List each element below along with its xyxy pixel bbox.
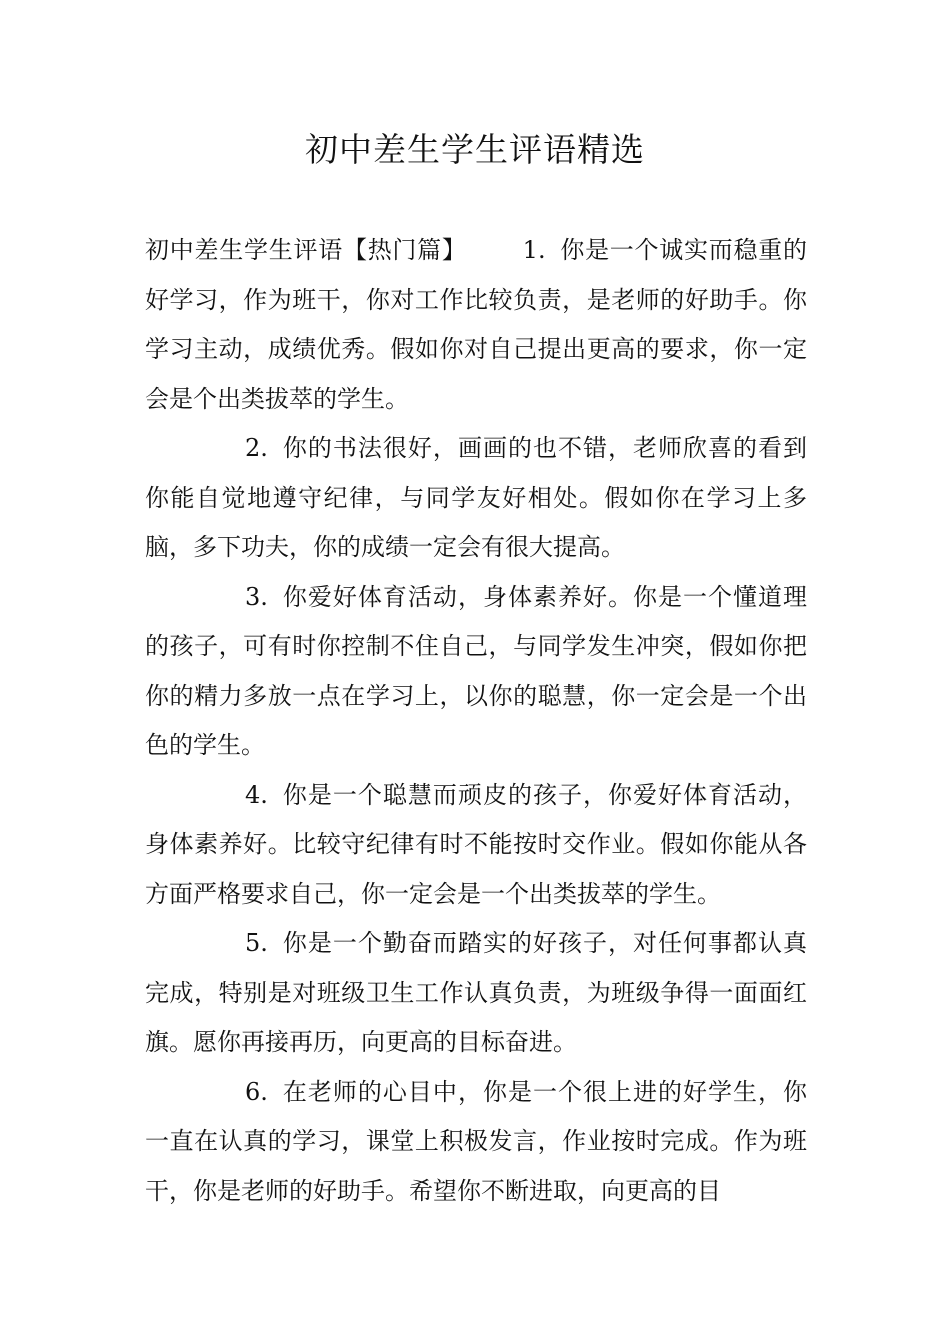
document-title: 初中差生学生评语精选 <box>305 130 645 169</box>
paragraph-5 <box>145 919 807 1068</box>
paragraph-text: 你是一个诚实而稳重的好学习，作为班干，你对工作比较负责，是老师的好助手。你学习主动，成绩优秀。假如你对自己提出更高的要求，你一定会是个出类拔萃的学生。 <box>145 236 808 413</box>
paragraph-number: 5. <box>245 929 268 957</box>
paragraph-4 <box>145 771 807 920</box>
paragraph-text: 你是一个勤奋而踏实的好孩子，对任何事都认真完成，特别是对班级卫生工作认真负责，为班级争得一面面红旗。愿你再接再历，向更高的目标奋进。 <box>145 929 807 1056</box>
document-body <box>145 226 807 1216</box>
paragraph-6 <box>145 1068 807 1217</box>
paragraph-text: 你是一个聪慧而顽皮的孩子，你爱好体育活动，身体素养好。比较守纪律有时不能按时交作业。假如你能从各方面严格要求自己，你一定会是一个出类拔萃的学生。 <box>145 780 807 908</box>
paragraph-number: 3. <box>245 582 268 611</box>
paragraph-3 <box>145 573 807 771</box>
paragraph-text: 在老师的心目中，你是一个很上进的好学生，你一直在认真的学习，课堂上积极发言，作业按时完成。作为班干，你是老师的好助手。希望你不断进取，向更高的目 <box>145 1077 807 1205</box>
intro-heading: 初中差生学生评语【热门篇】 <box>145 236 467 264</box>
paragraph-1 <box>145 226 807 424</box>
paragraph-number: 4. <box>245 780 268 809</box>
paragraph-number: 2. <box>245 434 268 462</box>
paragraph-2 <box>145 424 807 573</box>
paragraph-text: 你爱好体育活动，身体素养好。你是一个懂道理的孩子，可有时你控制不住自己，与同学发生冲突，假如你把你的精力多放一点在学习上，以你的聪慧，你一定会是一个出色的学生。 <box>145 582 807 759</box>
paragraph-number: 1. <box>522 236 546 264</box>
paragraph-number: 6. <box>245 1077 268 1106</box>
paragraph-text: 你的书法很好，画画的也不错，老师欣喜的看到你能自觉地遵守纪律，与同学友好相处。假如你在学习上多脑，多下功夫，你的成绩一定会有很大提高。 <box>145 434 807 561</box>
